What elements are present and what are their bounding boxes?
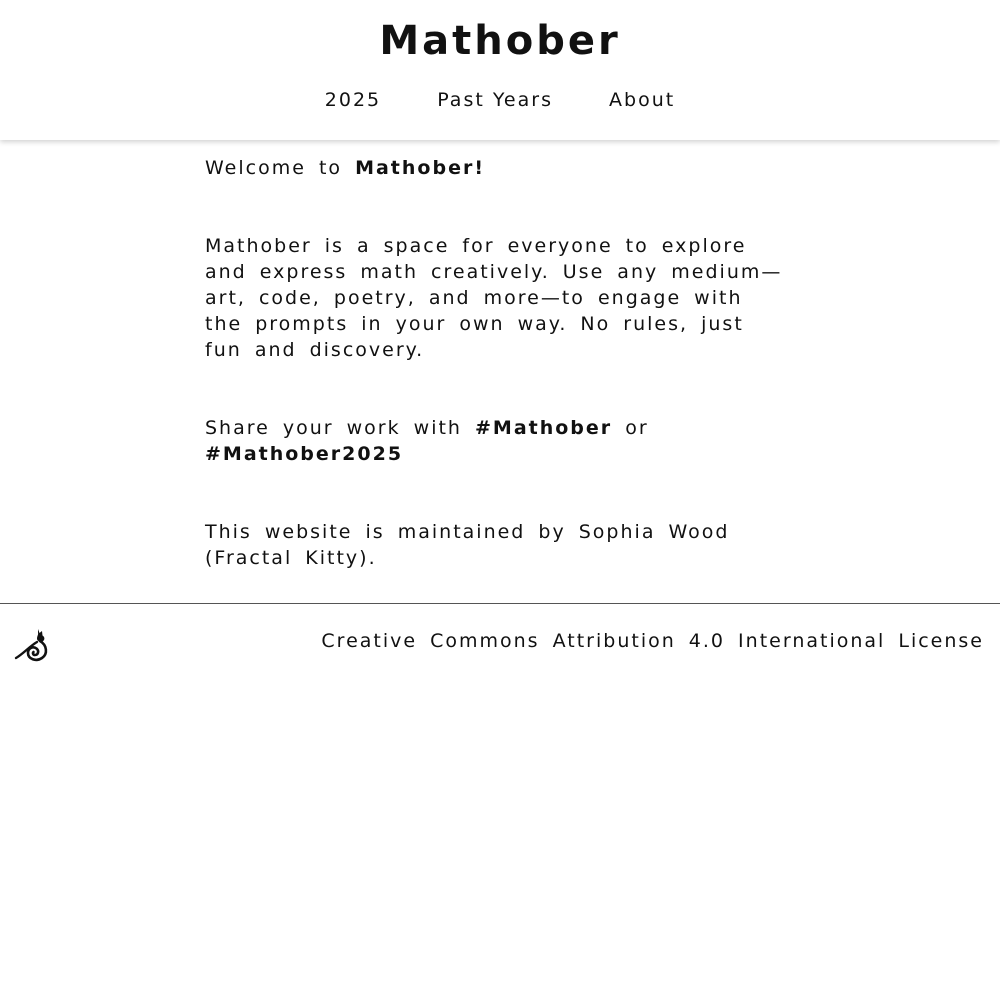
share-mid: or — [612, 417, 649, 439]
hashtag-mathober2025: #Mathober2025 — [205, 443, 404, 465]
nav-link-about[interactable]: About — [609, 89, 676, 111]
description-text: Mathober is a space for everyone to explore and express math creatively. Use any medium—art, code, poetry, and more—to engage with the prompts in your own way. No rules, just fun and discovery. — [205, 235, 783, 361]
cat-spiral-logo-icon[interactable] — [14, 626, 52, 664]
site-header — [0, 0, 1000, 140]
welcome-prefix: Welcome to — [205, 157, 356, 179]
site-title[interactable]: Mathober — [379, 18, 621, 64]
share-text — [205, 415, 785, 467]
main-content — [205, 155, 785, 571]
nav-link-past-years[interactable]: Past Years — [437, 89, 553, 111]
maintainer-text: This website is maintained by Sophia Wood (Fractal Kitty). — [205, 521, 730, 569]
welcome-site-name: Mathober! — [355, 157, 485, 179]
main-nav — [0, 88, 1000, 112]
hashtag-mathober: #Mathober — [475, 417, 613, 439]
share-prefix: Share your work with — [205, 417, 475, 439]
nav-link-2025[interactable]: 2025 — [324, 89, 382, 111]
site-footer — [0, 603, 1000, 684]
welcome-text — [205, 155, 785, 181]
license-link[interactable]: Creative Commons Attribution 4.0 International License — [321, 630, 984, 652]
